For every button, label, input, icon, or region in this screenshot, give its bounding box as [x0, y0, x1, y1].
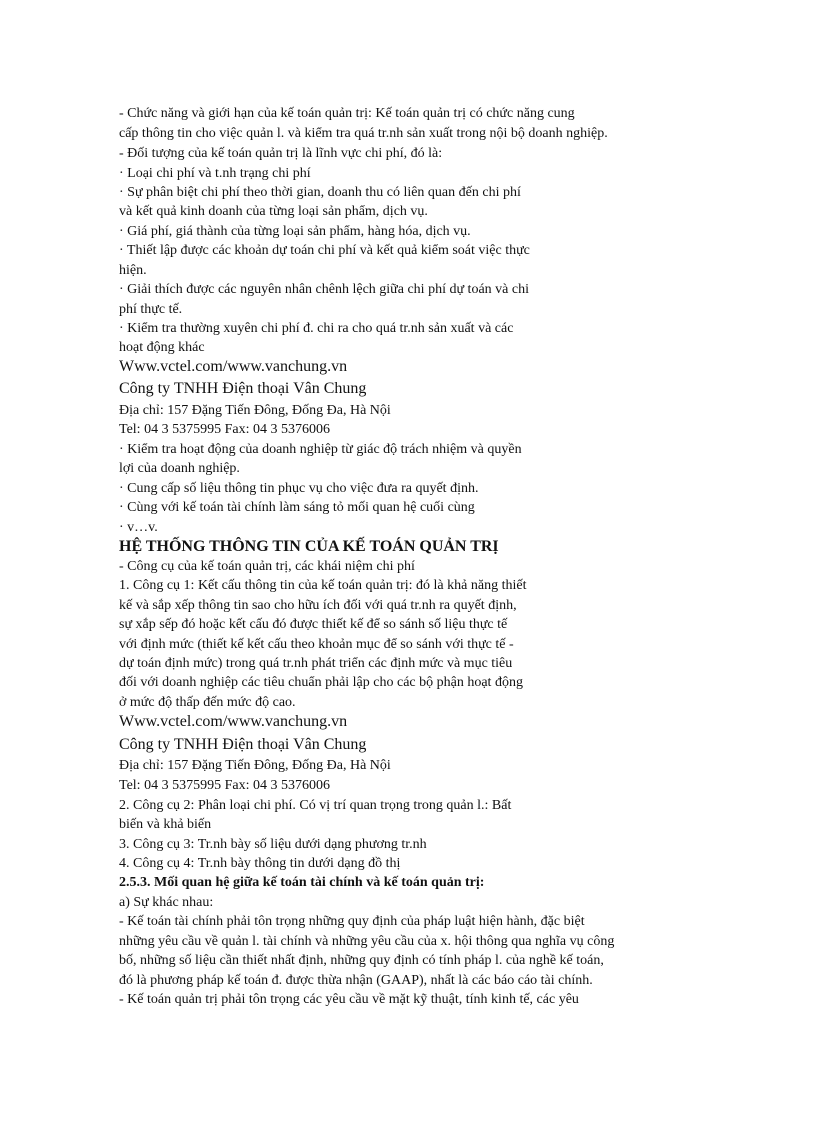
paragraph-line: 4. Công cụ 4: Tr.nh bày thông tin dưới dạng đồ thị	[119, 856, 401, 871]
paragraph-line: kế và sắp xếp thông tin sao cho hữu ích đối với quá tr.nh ra quyết định,	[119, 598, 517, 613]
paragraph-line: · Kiểm tra thường xuyên chi phí đ. chi ra cho quá tr.nh sản xuất và các	[119, 321, 514, 336]
company-name: Công ty TNHH Điện thoại Vân Chung	[119, 736, 367, 753]
paragraph-line: · Sự phân biệt chi phí theo thời gian, doanh thu có liên quan đến chi phí	[119, 185, 521, 200]
paragraph-line: ở mức độ thấp đến mức độ cao.	[119, 695, 296, 710]
paragraph-line: a) Sự khác nhau:	[119, 895, 214, 910]
website-link[interactable]: Www.vctel.com/www.vanchung.vn	[119, 713, 348, 730]
paragraph-line: lợi của doanh nghiệp.	[119, 461, 240, 476]
paragraph-line: · Cung cấp số liệu thông tin phục vụ cho việc đưa ra quyết định.	[119, 481, 479, 496]
paragraph-line: biến và khả biến	[119, 817, 212, 832]
paragraph-line: 3. Công cụ 3: Tr.nh bày số liệu dưới dạng phương tr.nh	[119, 837, 427, 852]
paragraph-line: với định mức (thiết kế kết cấu theo khoản mục để so sánh với thực tế -	[119, 637, 514, 652]
paragraph-line: hoạt động khác	[119, 340, 205, 355]
paragraph-line: - Chức năng và giới hạn của kế toán quản trị: Kế toán quản trị có chức năng cung	[119, 106, 575, 121]
paragraph-line: - Kế toán tài chính phải tôn trọng những quy định của pháp luật hiện hành, đặc biệt	[119, 914, 585, 929]
paragraph-line: · Giải thích được các nguyên nhân chênh lệch giữa chi phí dự toán và chi	[119, 282, 529, 297]
paragraph-line: phí thực tế.	[119, 302, 183, 317]
paragraph-line: 2. Công cụ 2: Phân loại chi phí. Có vị trí quan trọng trong quản l.: Bất	[119, 798, 512, 813]
company-name: Công ty TNHH Điện thoại Vân Chung	[119, 380, 367, 397]
company-address: Địa chỉ: 157 Đặng Tiến Đông, Đống Đa, Hà Nội	[119, 758, 391, 773]
company-phone: Tel: 04 3 5375995 Fax: 04 3 5376006	[119, 778, 330, 793]
paragraph-line: · Kiểm tra hoạt động của doanh nghiệp từ giác độ trách nhiệm và quyền	[119, 442, 522, 457]
paragraph-line: · Thiết lập được các khoản dự toán chi phí và kết quả kiểm soát việc thực	[119, 243, 530, 258]
paragraph-line: hiện.	[119, 263, 147, 278]
section-heading: HỆ THỐNG THÔNG TIN CỦA KẾ TOÁN QUẢN TRỊ	[119, 538, 499, 555]
subsection-heading: 2.5.3. Mối quan hệ giữa kế toán tài chính và kế toán quản trị:	[119, 875, 485, 890]
paragraph-line: sự xắp sếp đó hoặc kết cấu đó được thiết kế để so sánh số liệu thực tế	[119, 617, 508, 632]
paragraph-line: - Kế toán quản trị phải tôn trọng các yêu cầu về mặt kỹ thuật, tính kinh tế, các yêu	[119, 992, 579, 1007]
company-address: Địa chỉ: 157 Đặng Tiến Đông, Đống Đa, Hà Nội	[119, 403, 391, 418]
company-phone: Tel: 04 3 5375995 Fax: 04 3 5376006	[119, 422, 330, 437]
paragraph-line: · v…v.	[119, 520, 158, 535]
website-link[interactable]: Www.vctel.com/www.vanchung.vn	[119, 358, 348, 375]
paragraph-line: những yêu cầu về quản l. tài chính và những yêu cầu của x. hội thông qua nghĩa vụ công	[119, 934, 615, 949]
paragraph-line: - Đối tượng của kế toán quản trị là lĩnh vực chi phí, đó là:	[119, 146, 443, 161]
paragraph-line: 1. Công cụ 1: Kết cấu thông tin của kế toán quản trị: đó là khả năng thiết	[119, 578, 527, 593]
paragraph-line: và kết quả kinh doanh của từng loại sản phẩm, dịch vụ.	[119, 204, 428, 219]
paragraph-line: cấp thông tin cho việc quản l. và kiểm tra quá tr.nh sản xuất trong nội bộ doanh nghiệp.	[119, 126, 608, 141]
paragraph-line: · Loại chi phí và t.nh trạng chi phí	[119, 166, 311, 181]
paragraph-line: đối với doanh nghiệp các tiêu chuẩn phải lập cho các bộ phận hoạt động	[119, 675, 523, 690]
paragraph-line: dự toán định mức) trong quá tr.nh phát triển các định mức và mục tiêu	[119, 656, 513, 671]
paragraph-line: · Giá phí, giá thành của từng loại sản phẩm, hàng hóa, dịch vụ.	[119, 224, 471, 239]
paragraph-line: - Công cụ của kế toán quản trị, các khái niệm chi phí	[119, 559, 415, 574]
paragraph-line: · Cùng với kế toán tài chính làm sáng tỏ mối quan hệ cuối cùng	[119, 500, 475, 515]
paragraph-line: bố, những số liệu cần thiết nhất định, những quy định có tính pháp l. của nghề kế toán,	[119, 953, 604, 968]
paragraph-line: đó là phương pháp kế toán đ. được thừa nhận (GAAP), nhất là các báo cáo tài chính.	[119, 973, 593, 988]
